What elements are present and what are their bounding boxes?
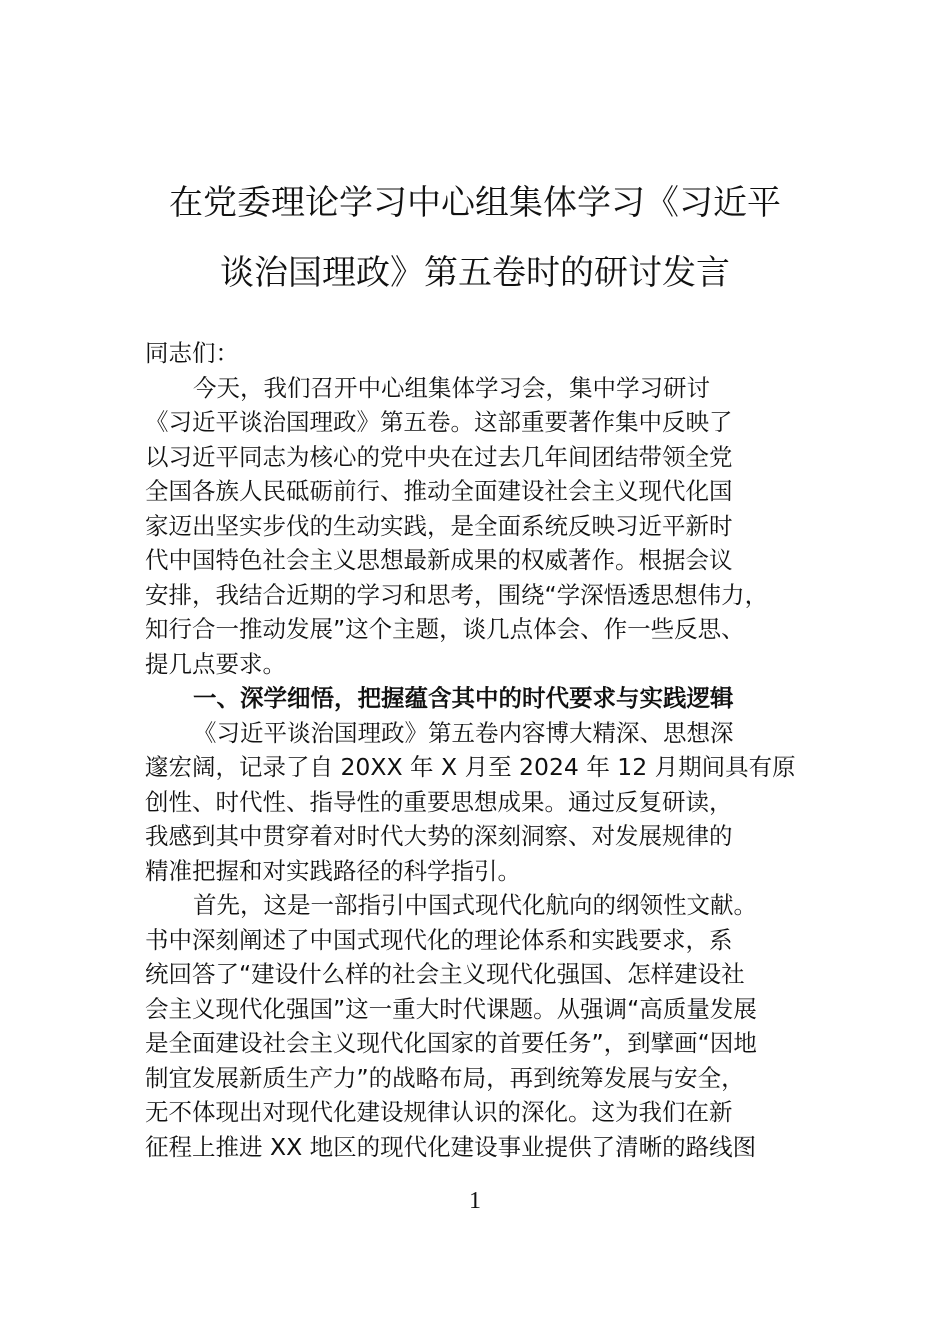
paragraph-line: 征程上推进 XX 地区的现代化建设事业提供了清晰的路线图 xyxy=(145,1132,757,1161)
paragraph xyxy=(145,888,835,1164)
paragraph-line: 《习近平谈治国理政》第五卷。这部重要著作集中反映了 xyxy=(145,408,733,436)
paragraph-line: 我感到其中贯穿着对时代大势的深刻洞察、对发展规律的 xyxy=(145,822,733,850)
section-heading xyxy=(145,681,835,716)
document-title xyxy=(0,168,950,308)
paragraph xyxy=(145,716,835,889)
heading-line: 一、深学细悟，把握蕴含其中的时代要求与实践逻辑 xyxy=(193,684,734,712)
paragraph-line: 家迈出坚实步伐的生动实践，是全面系统反映习近平新时 xyxy=(145,511,733,540)
paragraph-line: 《习近平谈治国理政》第五卷内容博大精深、思想深 xyxy=(193,718,734,747)
paragraph xyxy=(145,371,835,682)
paragraph-line: 会主义现代化强国”这一重大时代课题。从强调“高质量发展 xyxy=(145,994,757,1023)
paragraph-line: 创性、时代性、指导性的重要思想成果。通过反复研读， xyxy=(145,787,733,816)
paragraph-line: 以习近平同志为核心的党中央在过去几年间团结带领全党 xyxy=(145,442,733,471)
paragraph-line: 首先，这是一部指引中国式现代化航向的纲领性文献。 xyxy=(193,891,757,919)
title-line: 谈治国理政》第五卷时的研讨发言 xyxy=(220,253,730,293)
paragraph-line: 是全面建设社会主义现代化国家的首要任务”，到擘画“因地 xyxy=(145,1029,757,1057)
paragraph-line: 制宜发展新质生产力”的战略布局，再到统筹发展与安全， xyxy=(145,1063,745,1092)
paragraph-line: 安排，我结合近期的学习和思考，围绕“学深悟透思想伟力， xyxy=(145,580,769,609)
paragraph-line: 精准把握和对实践路径的科学指引。 xyxy=(145,856,521,885)
title-line: 在党委理论学习中心组集体学习《习近平 xyxy=(169,183,781,223)
paragraph-line: 知行合一推动发展”这个主题，谈几点体会、作一些反思、 xyxy=(145,615,745,643)
paragraph-line: 今天，我们召开中心组集体学习会，集中学习研讨 xyxy=(193,373,710,402)
paragraph-line: 书中深刻阐述了中国式现代化的理论体系和实践要求，系 xyxy=(145,925,733,954)
paragraph-line: 全国各族人民砥砺前行、推动全面建设社会主义现代化国 xyxy=(145,477,733,505)
paragraph-line: 提几点要求。 xyxy=(145,649,286,678)
paragraph-line: 无不体现出对现代化建设规律认识的深化。这为我们在新 xyxy=(145,1098,733,1126)
document-body xyxy=(145,336,835,1164)
paragraph-line: 代中国特色社会主义思想最新成果的权威著作。根据会议 xyxy=(145,546,733,574)
page-number: 1 xyxy=(469,1188,481,1214)
paragraph-line: 统回答了“建设什么样的社会主义现代化强国、怎样建设社 xyxy=(145,960,745,988)
paragraph-line: 邃宏阔，记录了自 20XX 年 X 月至 2024 年 12 月期间具有原 xyxy=(145,753,796,781)
salutation: 同志们： xyxy=(145,339,239,367)
